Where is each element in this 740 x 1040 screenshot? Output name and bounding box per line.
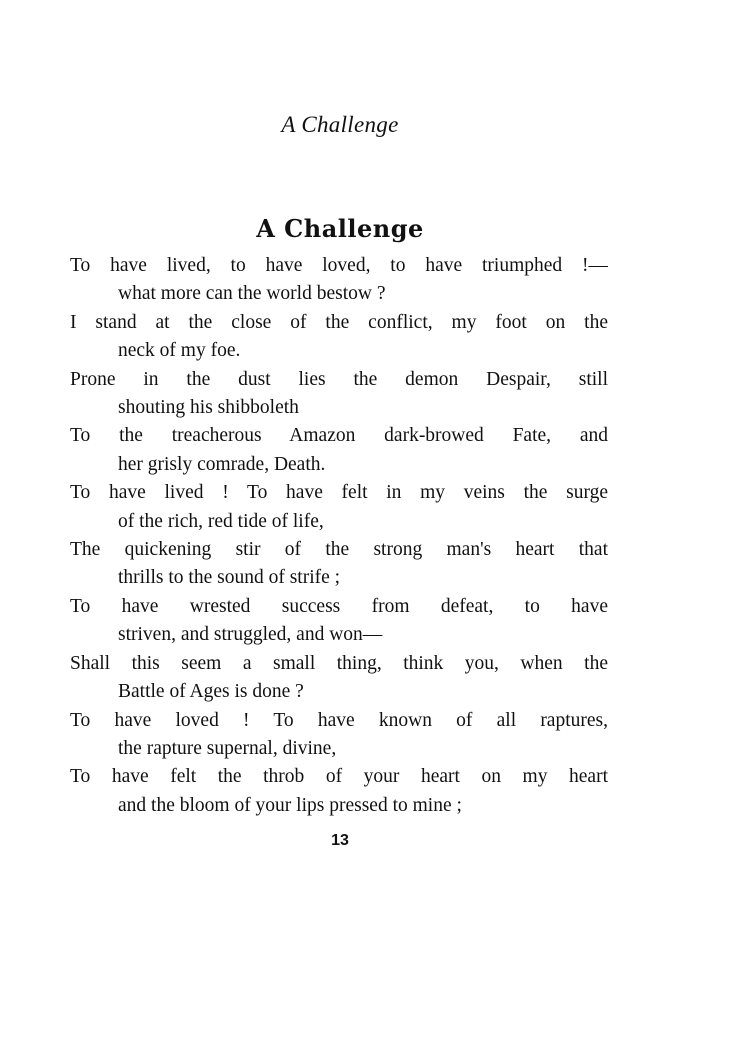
- poem-line: [70, 707, 608, 764]
- line-first-part: I stand at the close of the conflict, my foot on the: [70, 311, 608, 333]
- poem-body: [70, 252, 608, 820]
- poem-line: [70, 366, 608, 423]
- line-first-part: Prone in the dust lies the demon Despair, still: [70, 368, 608, 390]
- line-indented-part: what more can the world bestow ?: [118, 283, 386, 305]
- poem-line: [70, 479, 608, 536]
- poem-line: [70, 309, 608, 366]
- line-first-part: The quickening stir of the strong man's heart that: [70, 539, 608, 561]
- poem-line: [70, 536, 608, 593]
- line-first-part: To the treacherous Amazon dark-browed Fate, and: [70, 425, 608, 447]
- line-indented-part: the rapture supernal, divine,: [118, 737, 337, 759]
- line-first-part: To have lived ! To have felt in my veins the surge: [70, 482, 608, 504]
- poem-line: [70, 763, 608, 820]
- line-first-part: To have wrested success from defeat, to have: [70, 595, 608, 617]
- line-first-part: To have loved ! To have known of all raptures,: [70, 709, 608, 731]
- line-indented-part: neck of my foe.: [118, 340, 241, 362]
- line-indented-part: shouting his shibboleth: [118, 397, 299, 419]
- poem-title: A Challenge: [256, 214, 424, 243]
- poem-line: [70, 252, 608, 309]
- line-indented-part: and the bloom of your lips pressed to mine ;: [118, 794, 462, 816]
- line-indented-part: thrills to the sound of strife ;: [118, 567, 341, 589]
- poem-line: [70, 593, 608, 650]
- poem-line: [70, 650, 608, 707]
- line-first-part: Shall this seem a small thing, think you, when the: [70, 652, 608, 674]
- line-indented-part: Battle of Ages is done ?: [118, 681, 304, 703]
- running-head: A Challenge: [281, 112, 399, 137]
- poem-line: [70, 422, 608, 479]
- line-first-part: To have lived, to have loved, to have triumphed !—: [70, 255, 608, 276]
- page-number: 13: [331, 832, 349, 849]
- line-indented-part: her grisly comrade, Death.: [118, 453, 326, 475]
- line-indented-part: striven, and struggled, and won—: [118, 624, 383, 646]
- line-indented-part: of the rich, red tide of life,: [118, 510, 324, 532]
- line-first-part: To have felt the throb of your heart on my heart: [70, 766, 608, 788]
